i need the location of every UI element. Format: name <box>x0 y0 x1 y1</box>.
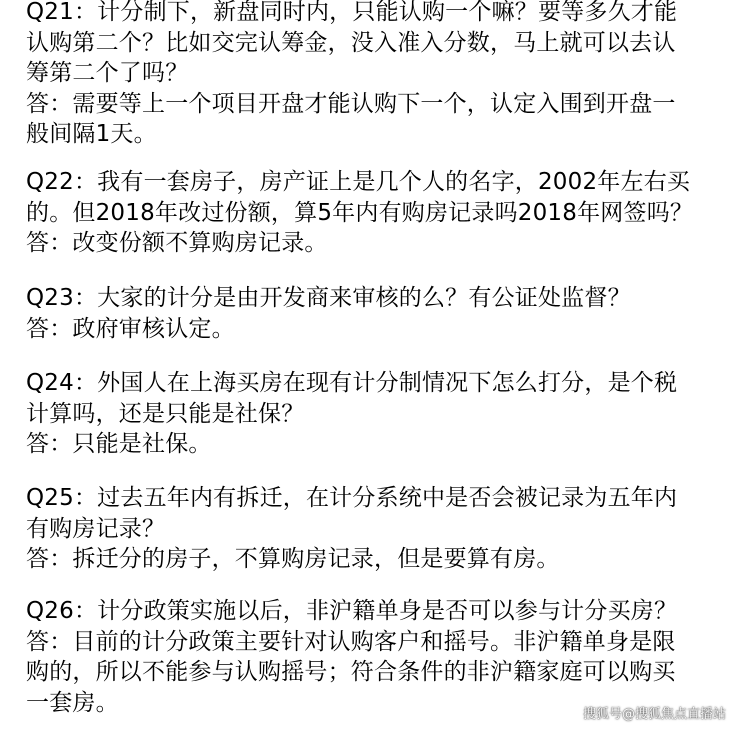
qa-block-q24 <box>26 368 726 460</box>
answer-line: 答：政府审核认定。 <box>26 315 235 342</box>
answer-line: 答：拆迁分的房子，不算购房记录，但是要算有房。 <box>26 546 560 572</box>
question-line: 筹第二个了吗？ <box>26 60 189 86</box>
question-line: Q23：大家的计分是由开发商来审核的么？有公证处监督？ <box>26 285 631 311</box>
question-line: 有购房记录？ <box>26 515 166 542</box>
qa-block-q23 <box>26 283 726 344</box>
answer-line: 购的，所以不能参与认购摇号；符合条件的非沪籍家庭可以购买 <box>26 659 676 685</box>
question-line: Q25：过去五年内有拆迁，在计分系统中是否会被记录为五年内 <box>26 485 678 511</box>
question-line: Q22：我有一套房子，房产证上是几个人的名字，2002年左右买 <box>26 169 691 195</box>
answer-line: 答：只能是社保。 <box>26 431 212 457</box>
answer-line: 答：改变份额不算购房记录。 <box>26 230 328 256</box>
question-line: 认购第二个？比如交完认筹金，没入准入分数，马上就可以去认 <box>26 29 676 56</box>
answer-line: 般间隔1天。 <box>26 121 157 147</box>
qa-block-q25 <box>26 483 726 575</box>
question-line: Q24：外国人在上海买房在现有计分制情况下怎么打分，是个税 <box>26 370 678 396</box>
question-line: Q21：计分制下，新盘同时内，只能认购一个嘛？要等多久才能 <box>26 0 678 25</box>
answer-line: 答：需要等上一个项目开盘才能认购下一个，认定入围到开盘一 <box>26 90 676 117</box>
answer-line: 答：目前的计分政策主要针对认购客户和摇号。非沪籍单身是限 <box>26 628 676 655</box>
question-line: Q26：计分政策实施以后，非沪籍单身是否可以参与计分买房？ <box>26 598 678 624</box>
question-line: 的。但2018年改过份额，算5年内有购房记录吗2018年网签吗？ <box>26 199 694 226</box>
qa-block-q26 <box>26 596 726 718</box>
question-line: 计算吗，还是只能是社保？ <box>26 400 305 427</box>
qa-block-q21 <box>26 0 726 150</box>
answer-line: 一套房。 <box>26 689 119 716</box>
qa-block-q22 <box>26 167 726 259</box>
watermark: 搜狐号@搜狐焦点直播站 <box>582 707 726 722</box>
